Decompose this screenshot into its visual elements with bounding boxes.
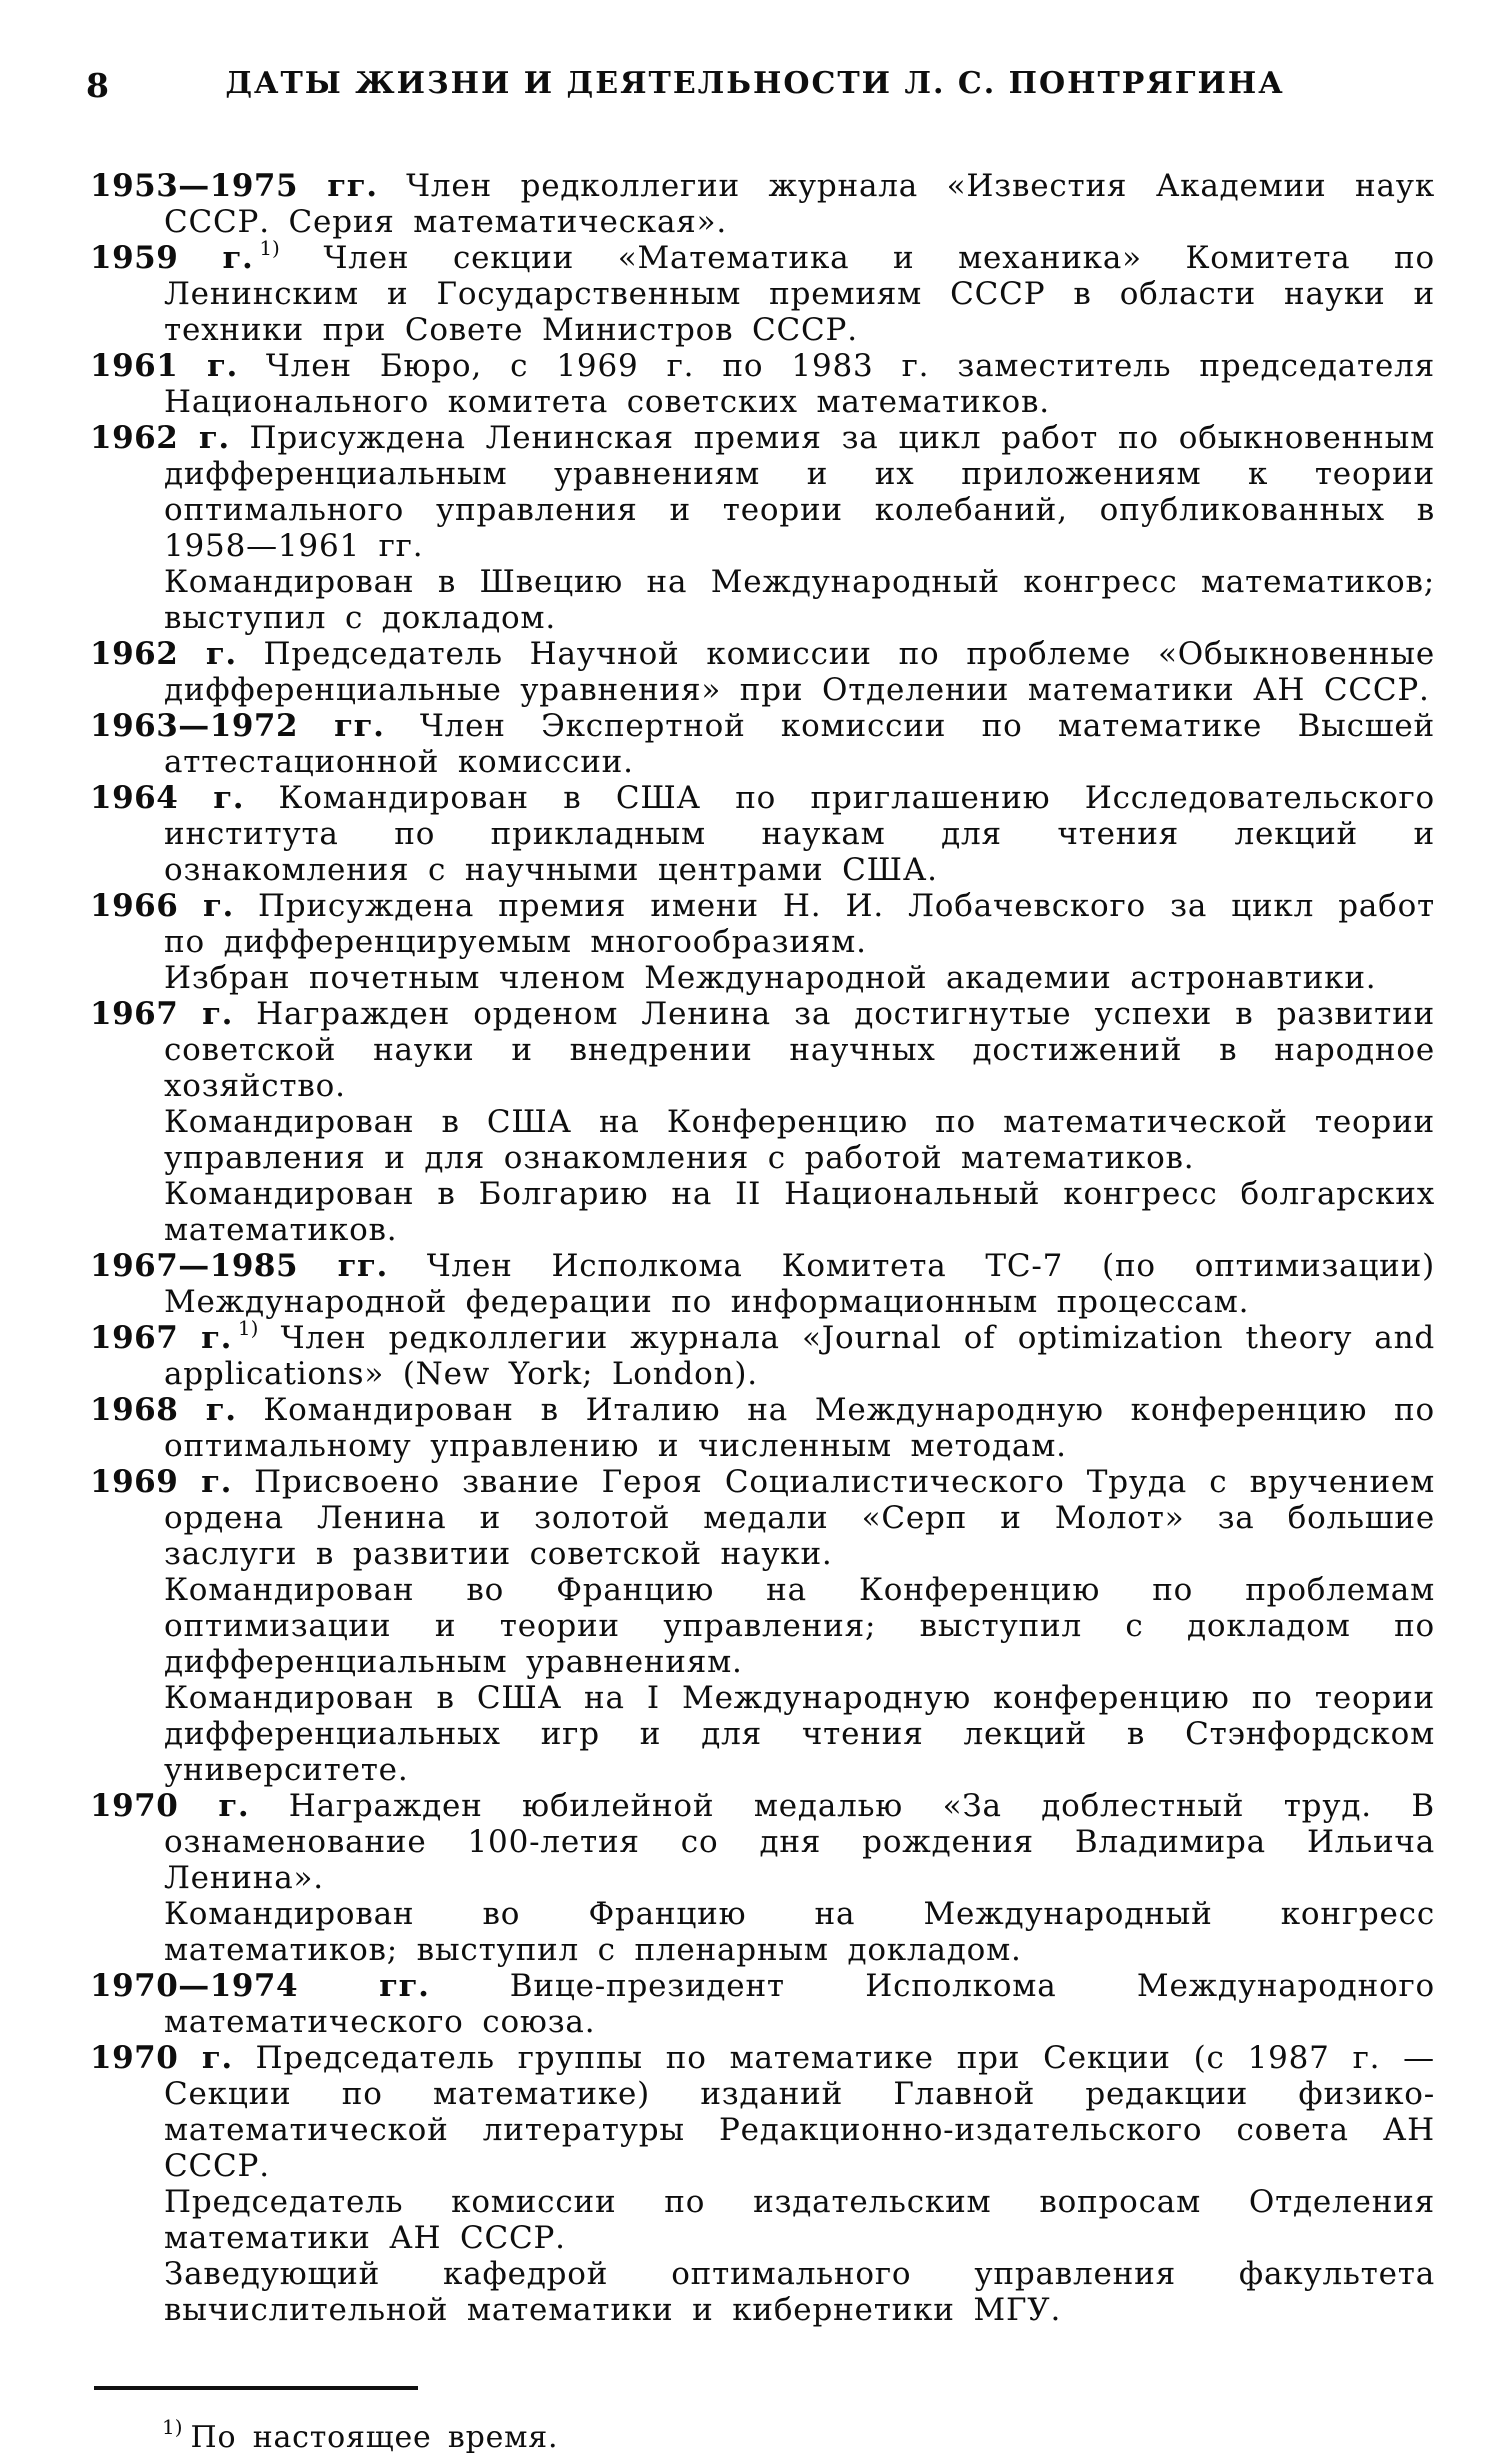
timeline-entry	[90, 420, 1435, 636]
entry-first-paragraph: 1953—1975 гг. Член редколлегии журнала «Известия Академии наук СССР. Серия математическая».	[90, 168, 1435, 240]
entry-year-label: 1953—1975 гг.	[90, 168, 378, 204]
entry-first-paragraph: 1959 г. $^{1)}$ Член секции «Математика и механика» Комитета по Ленинским и Государственным премиям СССР в области науки и техники при Совете Министров СССР.	[90, 235, 1435, 348]
entry-first-paragraph: 1962 г. Председатель Научной комиссии по проблеме «Обыкновенные дифференциальные уравнения» при Отделении математики АН СССР.	[90, 636, 1435, 708]
entry-year-label: 1964 г.	[90, 780, 245, 816]
footnote-reference: 1)	[259, 235, 280, 260]
timeline-entry	[90, 1248, 1435, 1320]
entry-first-paragraph: 1967—1985 гг. Член Исполкома Комитета ТС-7 (по оптимизации) Международной федерации по информационным процессам.	[90, 1248, 1436, 1320]
entry-first-paragraph: 1970 г. Председатель группы по математике при Секции (с 1987 г. — Секции по математике) изданий Главной редакции физико-математической литературы Редакционно-издательского совета АН СССР.	[90, 2040, 1435, 2184]
chronology-text-block	[90, 168, 1435, 2456]
timeline-entry	[90, 235, 1435, 348]
timeline-entry	[90, 1788, 1435, 1968]
footnote-reference: 1)	[237, 1315, 259, 1340]
entry-year-label: 1962 г.	[90, 636, 237, 672]
timeline-entry	[90, 1968, 1435, 2040]
entry-first-paragraph: 1967 г. $^{1)}$ Член редколлегии журнала «Journal of optimization theory and applications» (New York; London).	[90, 1315, 1435, 1392]
entry-first-paragraph: 1968 г. Командирован в Италию на Международную конференцию по оптимальному управлению и численным методам.	[90, 1392, 1435, 1464]
timeline-entry	[90, 168, 1435, 240]
timeline-entry	[90, 1464, 1435, 1788]
entry-paragraph: Командирован в США на I Международную конференцию по теории дифференциальных игр и для чтения лекций в Стэнфордском университете.	[164, 1680, 1435, 1788]
entry-first-paragraph: 1962 г. Присуждена Ленинская премия за цикл работ по обыкновенным дифференциальным уравнениям и их приложениям к теории оптимального управления и теории колебаний, опубликованных в 1958—1961 гг.	[90, 420, 1435, 564]
entry-paragraph: Командирован в США на Конференцию по математической теории управления и для ознакомления с работой математиков.	[164, 1104, 1435, 1176]
footnote-text: По настоящее время.	[190, 2420, 559, 2455]
entry-year-label: 1967 г.	[90, 1320, 232, 1356]
footnote-marker: 1)	[162, 2415, 183, 2439]
entry-year-label: 1962 г.	[90, 420, 230, 456]
timeline-entry	[90, 708, 1435, 780]
timeline-entry	[90, 780, 1435, 888]
entry-first-paragraph: 1967 г. Награжден орденом Ленина за достигнутые успехи в развитии советской науки и внедрении научных достижений в народное хозяйство.	[90, 996, 1435, 1104]
entry-year-label: 1963—1972 гг.	[90, 708, 385, 744]
timeline-entry	[90, 888, 1435, 996]
page-number: 8	[86, 66, 110, 105]
entry-paragraph: Командирован во Францию на Международный конгресс математиков; выступил с пленарным докладом.	[164, 1896, 1435, 1968]
entry-year-label: 1959 г.	[90, 240, 254, 276]
entry-first-paragraph: 1961 г. Член Бюро, с 1969 г. по 1983 г. заместитель председателя Национального комитета советских математиков.	[90, 348, 1435, 420]
timeline-entries	[90, 168, 1435, 2328]
entry-year-label: 1970—1974 гг.	[90, 1968, 430, 2004]
entry-year-label: 1967—1985 гг.	[90, 1248, 388, 1284]
timeline-entry	[90, 1392, 1435, 1464]
timeline-entry	[90, 996, 1435, 1248]
timeline-entry	[90, 636, 1435, 708]
entry-paragraph: Командирован в Швецию на Международный конгресс математиков; выступил с докладом.	[164, 564, 1435, 636]
entry-year-label: 1961 г.	[90, 348, 238, 384]
entry-paragraph: Командирован во Францию на Конференцию по проблемам оптимизации и теории управления; выступил с докладом по дифференциальным уравнениям.	[164, 1572, 1435, 1680]
page-title: ДАТЫ ЖИЗНИ И ДЕЯТЕЛЬНОСТИ Л. С. ПОНТРЯГИНА	[225, 66, 1285, 101]
timeline-entry	[90, 1315, 1435, 1392]
entry-paragraph: Председатель комиссии по издательским вопросам Отделения математики АН СССР.	[164, 2184, 1435, 2256]
timeline-entry	[90, 348, 1435, 420]
entry-first-paragraph: 1969 г. Присвоено звание Героя Социалистического Труда с вручением ордена Ленина и золотой медали «Серп и Молот» за большие заслуги в развитии советской науки.	[90, 1464, 1435, 1572]
entry-paragraph: Избран почетным членом Международной академии астронавтики.	[164, 960, 1377, 996]
entry-first-paragraph: 1970—1974 гг. Вице-президент Исполкома Международного математического союза.	[90, 1968, 1436, 2040]
running-head	[0, 66, 1510, 106]
entry-year-label: 1966 г.	[90, 888, 234, 924]
entry-year-label: 1967 г.	[90, 996, 233, 1032]
entry-first-paragraph: 1964 г. Командирован в США по приглашению Исследовательского института по прикладным наукам для чтения лекций и ознакомления с научными центрами США.	[90, 780, 1435, 888]
entry-first-paragraph: 1970 г. Награжден юбилейной медалью «За доблестный труд. В ознаменование 100-летия со дня рождения Владимира Ильича Ленина».	[90, 1788, 1435, 1896]
footnote-divider	[94, 2386, 418, 2390]
entry-year-label: 1970 г.	[90, 2040, 233, 2076]
entry-paragraph: Заведующий кафедрой оптимального управления факультета вычислительной математики и кибернетики МГУ.	[164, 2256, 1435, 2328]
footnote	[90, 2415, 1435, 2456]
entry-first-paragraph: 1963—1972 гг. Член Экспертной комиссии по математике Высшей аттестационной комиссии.	[90, 708, 1436, 780]
entry-paragraph: Командирован в Болгарию на II Национальный конгресс болгарских математиков.	[164, 1176, 1435, 1248]
entry-year-label: 1970 г.	[90, 1788, 250, 1824]
entry-year-label: 1968 г.	[90, 1392, 237, 1428]
entry-first-paragraph: 1966 г. Присуждена премия имени Н. И. Лобачевского за цикл работ по дифференцируемым многообразиям.	[90, 888, 1435, 960]
timeline-entry	[90, 2040, 1435, 2328]
entry-year-label: 1969 г.	[90, 1464, 232, 1500]
